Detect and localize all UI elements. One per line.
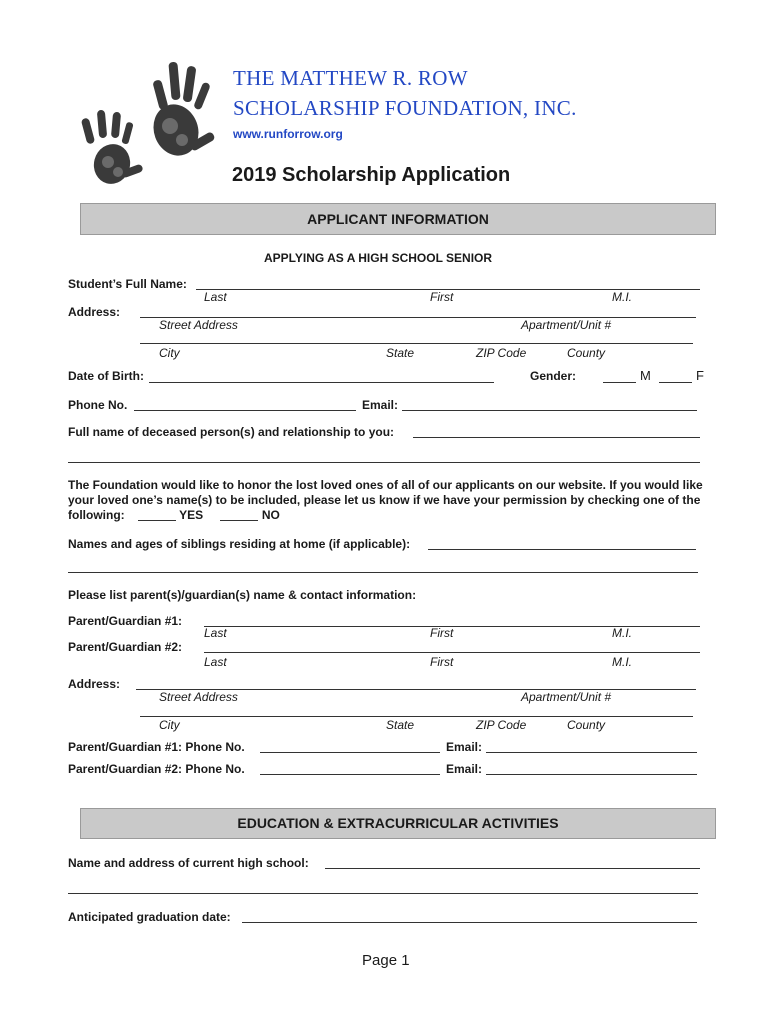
parents-intro: Please list parent(s)/guardian(s) name & contact information: [68,588,417,602]
parent2-phone-field[interactable] [260,774,440,775]
parent-address-label: Address: [68,677,121,691]
senior-subtitle: APPLYING AS A HIGH SCHOOL SENIOR [264,251,493,265]
student-apt-hint: Apartment/Unit # [521,318,612,332]
student-state-hint: State [386,346,415,360]
parent-apt-hint: Apartment/Unit # [521,690,612,704]
school-field-line-2[interactable] [68,893,698,894]
student-mi-hint: M.I. [612,290,632,304]
dob-label: Date of Birth: [68,369,144,383]
email-label: Email: [362,398,399,412]
parent-city-field[interactable] [140,716,693,717]
parent-zip-hint: ZIP Code [476,718,527,732]
org-name-line-2: SCHOLARSHIP FOUNDATION, INC. [233,96,577,120]
student-zip-hint: ZIP Code [476,346,527,360]
parent2-first-hint: First [430,655,454,669]
school-field[interactable] [325,868,700,869]
parent1-mi-hint: M.I. [612,626,632,640]
phone-field[interactable] [134,410,356,411]
form-title: 2019 Scholarship Application [232,164,511,186]
school-label: Name and address of current high school: [68,856,309,870]
parent1-email-field[interactable] [486,752,697,753]
student-first-hint: First [430,290,454,304]
parent1-phone-label: Parent/Guardian #1: Phone No. [68,740,245,754]
honor-paragraph [68,478,718,523]
deceased-field[interactable] [413,437,700,438]
parent-street-hint: Street Address [159,690,238,704]
siblings-field-line-2[interactable] [68,572,698,573]
parent-county-hint: County [567,718,606,732]
honor-text: The Foundation would like to honor the lost loved ones of all of our applicants on our website. If you would like your loved one’s name(s) to be included, please let us know if we have your permission by checking one of the following: [68,478,703,522]
gender-f-option: F [696,368,704,383]
deceased-field-line-2[interactable] [68,462,700,463]
parent-city-hint: City [159,718,180,732]
student-city-field[interactable] [140,343,693,344]
gender-m-field[interactable] [603,382,636,383]
dob-field[interactable] [149,382,494,383]
parent1-first-hint: First [430,626,454,640]
graduation-field[interactable] [242,922,697,923]
education-section-header [80,808,716,839]
parent2-mi-hint: M.I. [612,655,632,669]
website-link[interactable]: www.runforrow.org [233,127,343,141]
graduation-label: Anticipated graduation date: [68,910,231,924]
gender-f-field[interactable] [659,382,692,383]
student-address-label: Address: [68,305,121,319]
student-street-hint: Street Address [159,318,238,332]
gender-label: Gender: [530,369,577,383]
parent2-name-field[interactable] [204,652,700,653]
yes-option: YES [179,508,204,522]
page-number: Page 1 [362,952,410,969]
parent2-email-label: Email: [446,762,483,776]
parent2-phone-label: Parent/Guardian #2: Phone No. [68,762,245,776]
applicant-section-header [80,203,716,235]
student-county-hint: County [567,346,606,360]
phone-label: Phone No. [68,398,128,412]
education-section-title: EDUCATION & EXTRACURRICULAR ACTIVITIES [237,815,559,831]
applicant-section-title: APPLICANT INFORMATION [307,211,489,227]
parent2-last-hint: Last [204,655,227,669]
student-last-hint: Last [204,290,227,304]
siblings-field[interactable] [428,549,696,550]
no-option: NO [261,508,280,522]
no-checkbox-line[interactable] [220,520,258,521]
parent-state-hint: State [386,718,415,732]
student-city-hint: City [159,346,180,360]
siblings-label: Names and ages of siblings residing at home (if applicable): [68,537,411,551]
parent1-email-label: Email: [446,740,483,754]
student-name-label: Student’s Full Name: [68,277,187,291]
gender-m-option: M [640,368,651,383]
parent1-last-hint: Last [204,626,227,640]
parent1-label: Parent/Guardian #1: [68,614,183,628]
parent2-label: Parent/Guardian #2: [68,640,183,654]
handprints-logo [70,52,220,192]
email-field[interactable] [402,410,697,411]
org-name-line-1: THE MATTHEW R. ROW [233,66,468,90]
deceased-label: Full name of deceased person(s) and relationship to you: [68,425,395,439]
yes-checkbox-line[interactable] [138,520,176,521]
parent1-phone-field[interactable] [260,752,440,753]
parent2-email-field[interactable] [486,774,697,775]
